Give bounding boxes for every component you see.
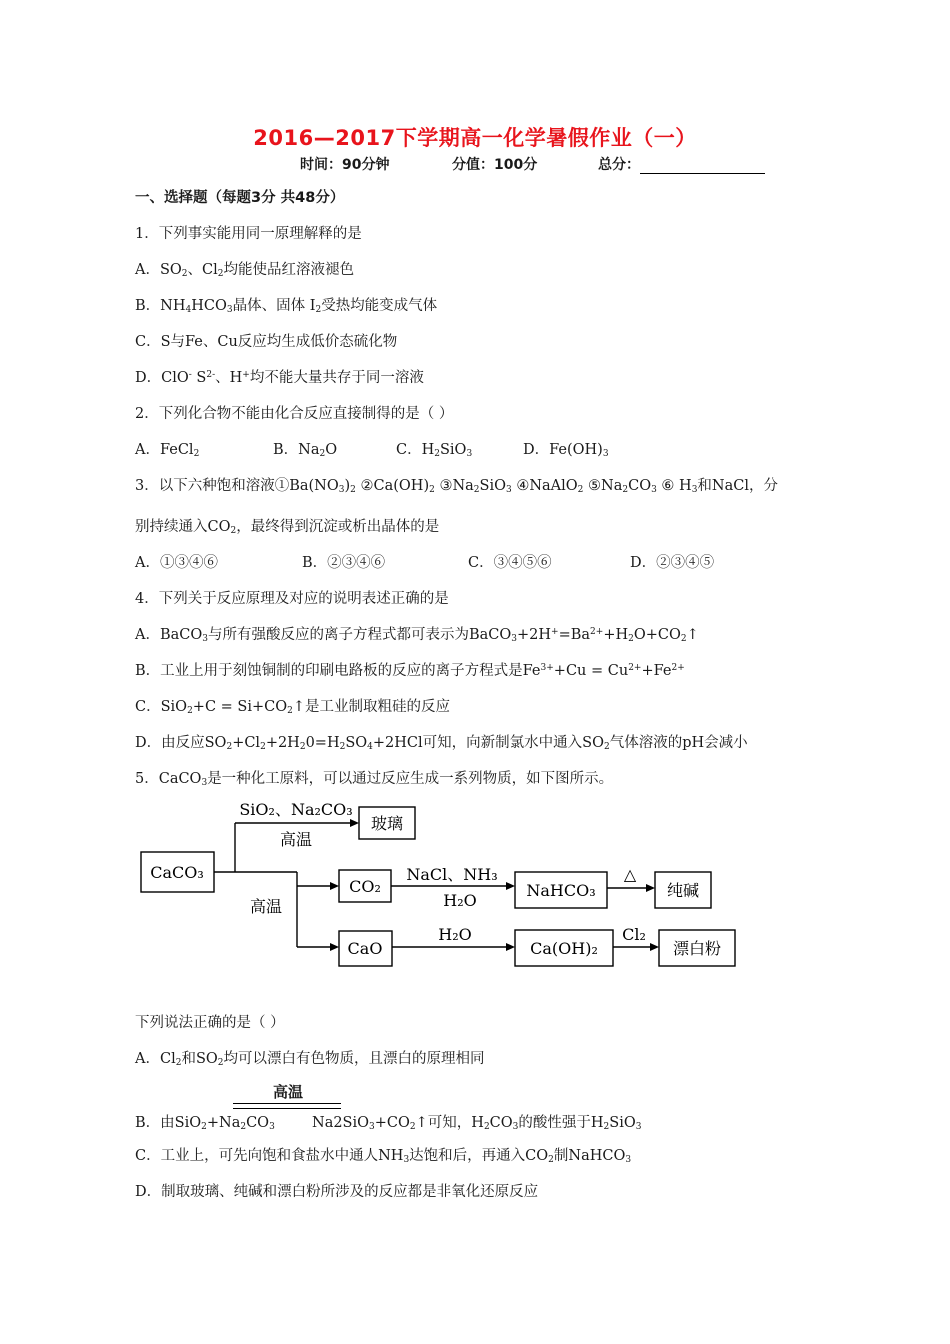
q3-stem: 3．以下六种饱和溶液$①Ba(NO_3)_2$ $②Ca(OH)_2$ $③Na_2SiO_3$ ④NaAlO$_2$ $⑤Na_2CO_3$ ⑥ $H_3$和NaCl，分 bbox=[135, 478, 778, 495]
q1-option-b: B．$NH_4HCO_3$晶体、固体 $I_2$受热均能变成气体 bbox=[135, 298, 438, 315]
q4-option-c: C．$SiO_2+C = Si+CO_2↑$是工业制取粗硅的反应 bbox=[135, 699, 451, 716]
nahco3-label: NaHCO₃ bbox=[526, 881, 596, 900]
equals-arrow bbox=[233, 1103, 341, 1109]
mid-condition-label: 高温 bbox=[249, 897, 283, 916]
co2-label: CO₂ bbox=[349, 877, 381, 896]
q5-option-b-part2: $Na2SiO_3+CO_2↑$可知，$H_2CO_3$的酸性强于$H_2SiO_3$ bbox=[312, 1115, 642, 1132]
q4-option-b: B．工业上用于刻蚀铜制的印刷电路板的反应的离子方程式是$Fe^{3+}+Cu = Cu^{2+}+Fe^{2+}$ bbox=[135, 663, 685, 679]
q2-option-c: C．$H_2SiO_3$ bbox=[396, 442, 473, 459]
bleach-label: 漂白粉 bbox=[672, 939, 722, 958]
q5-stem: 5．CaCO$_3$是一种化工原料，可以通过反应生成一系列物质，如下图所示。 bbox=[135, 771, 614, 788]
q3-option-d: D．②③④⑤ bbox=[630, 555, 715, 571]
score-label: 分值：100分 bbox=[452, 157, 538, 173]
top-reagent-label: SiO₂、Na₂CO₃ bbox=[239, 800, 353, 819]
q5-ask: 下列说法正确的是（ ） bbox=[135, 1015, 285, 1031]
cao-label: CaO bbox=[347, 939, 383, 958]
h2o-label-1: H₂O bbox=[443, 891, 477, 910]
q5-option-d: D．制取玻璃、纯碱和漂白粉所涉及的反应都是非氧化还原反应 bbox=[135, 1184, 539, 1200]
q3-option-a: A．①③④⑥ bbox=[135, 555, 218, 571]
caoh2-label: Ca(OH)₂ bbox=[530, 939, 598, 958]
caco3-label: CaCO₃ bbox=[150, 863, 204, 882]
soda-label: 纯碱 bbox=[666, 881, 700, 900]
q4-option-a: A．BaCO$_3$与所有强酸反应的离子方程式都可表示为$BaCO_3+2H^+=Ba^{2+}+H_2O+CO_2↑$ bbox=[135, 627, 699, 644]
glass-label: 玻璃 bbox=[370, 814, 404, 833]
q4-option-d: D．由反应$SO_2+Cl_2+2H_20=H_2SO_4+2HCl$可知，向新制氯水中通入$SO_2$气体溶液的pH会减小 bbox=[135, 735, 748, 752]
q4-stem: 4．下列关于反应原理及对应的说明表述正确的是 bbox=[135, 591, 449, 607]
q2-stem: 2．下列化合物不能由化合反应直接制得的是（ ） bbox=[135, 406, 454, 422]
q2-option-d: D．$Fe(OH)_3$ bbox=[523, 442, 609, 459]
q1-stem: 1．下列事实能用同一原理解释的是 bbox=[135, 226, 362, 242]
h2o-label-2: H₂O bbox=[438, 925, 472, 944]
q2-option-a: A．FeCl$_2$ bbox=[135, 442, 200, 459]
q2-option-b: B．$Na_2O$ bbox=[273, 442, 338, 459]
nacl-nh3-label: NaCl、NH₃ bbox=[406, 865, 498, 884]
q3-option-b: B．②③④⑥ bbox=[302, 555, 386, 571]
q1-option-a: A．$SO_2$、$Cl_2$均能使品红溶液褪色 bbox=[135, 262, 354, 279]
cl2-label: Cl₂ bbox=[622, 925, 646, 944]
high-temp-condition: 高温 bbox=[272, 1083, 303, 1101]
section-heading: 一、选择题（每题3分 共48分） bbox=[135, 190, 345, 206]
q1-option-d: D．ClO- $S^{2-}$、H+均不能大量共存于同一溶液 bbox=[135, 370, 424, 386]
q5-option-b-part1: B．由$SiO_2+Na_2CO_3$ bbox=[135, 1115, 275, 1132]
page-title: 2016—2017下学期高一化学暑假作业（一） bbox=[253, 126, 697, 150]
time-label: 时间：90分钟 bbox=[300, 157, 390, 173]
heat-label: △ bbox=[623, 865, 637, 884]
q5-option-c: C．工业上，可先向饱和食盐水中通人$NH_3$达饱和后，再通入$CO_2$制NaHCO$_3$ bbox=[135, 1148, 632, 1165]
total-label: 总分： bbox=[598, 157, 640, 173]
q3-option-c: C．③④⑤⑥ bbox=[468, 555, 552, 571]
top-condition-label: 高温 bbox=[279, 830, 313, 849]
q5-option-a: A．$Cl_2$和$SO_2$均可以漂白有色物质，且漂白的原理相同 bbox=[135, 1051, 485, 1068]
q3-stem-continued: 别持续通入$CO_2$，最终得到沉淀或析出晶体的是 bbox=[135, 519, 440, 536]
q1-option-c: C．S与Fe、Cu反应均生成低价态硫化物 bbox=[135, 334, 398, 350]
